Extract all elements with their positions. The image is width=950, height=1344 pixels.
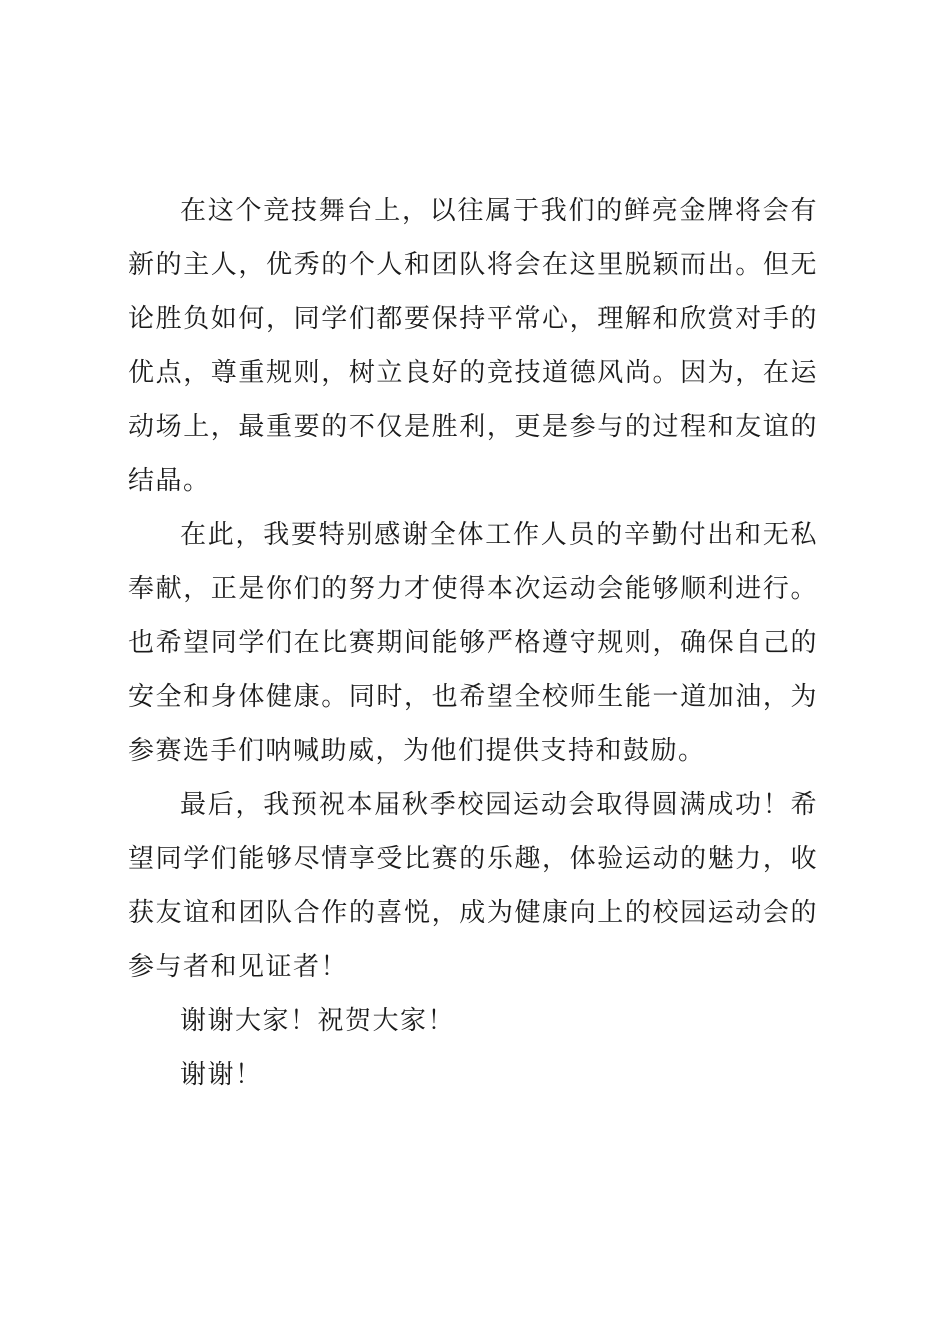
paragraph-thanks-staff: 在此，我要特别感谢全体工作人员的辛勤付出和无私奉献，正是你们的努力才使得本次运动会能够顺利进行。也希望同学们在比赛期间能够严格遵守规则，确保自己的安全和身体健康。同时，也希望全校师生能一道加油，为参赛选手们呐喊助威，为他们提供支持和鼓励。: [128, 520, 818, 766]
paragraph-sportsmanship: 在这个竞技舞台上，以往属于我们的鲜亮金牌将会有新的主人，优秀的个人和团队将会在这里脱颖而出。但无论胜负如何，同学们都要保持平常心，理解和欣赏对手的优点，尊重规则，树立良好的竞技道德风尚。因为，在运动场上，最重要的不仅是胜利，更是参与的过程和友谊的结晶。: [128, 196, 818, 496]
paragraph-closing-wishes: 最后，我预祝本届秋季校园运动会取得圆满成功！希望同学们能够尽情享受比赛的乐趣，体验运动的魅力，收获友谊和团队合作的喜悦，成为健康向上的校园运动会的参与者和见证者！: [128, 790, 818, 982]
paragraph-final-thanks: 谢谢！: [180, 1060, 263, 1090]
document-body: [128, 184, 818, 1102]
paragraph-thank-everyone: 谢谢大家！祝贺大家！: [180, 1006, 456, 1036]
